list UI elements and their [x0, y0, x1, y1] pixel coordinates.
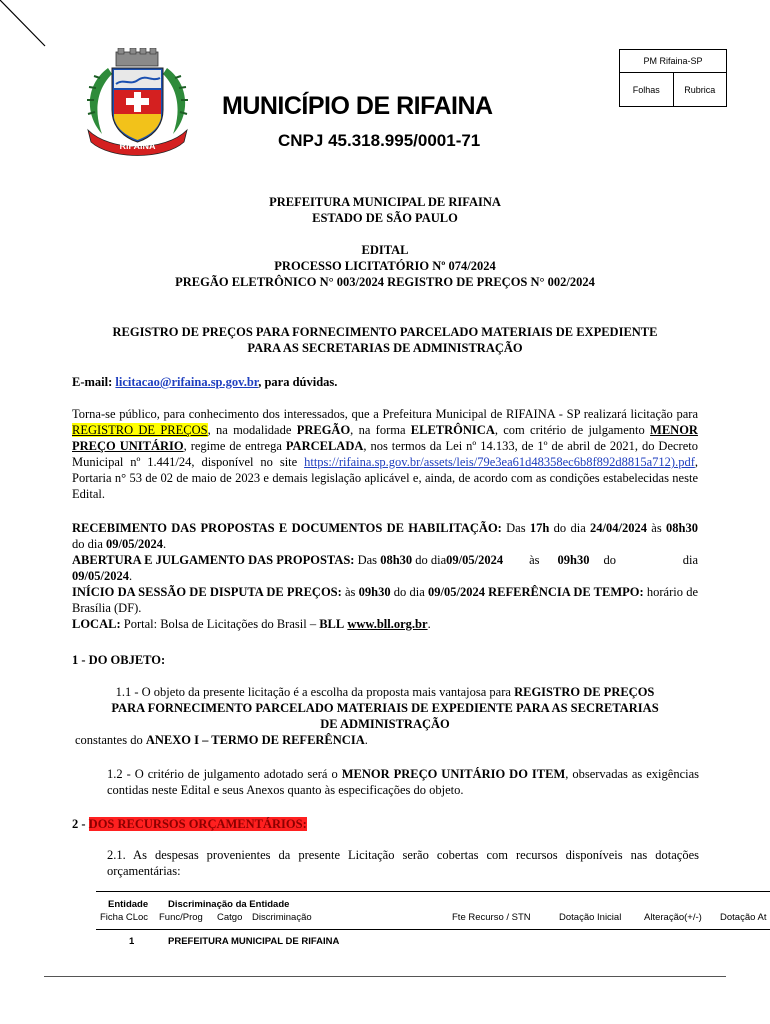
section2-title-highlight: DOS RECURSOS ORÇAMENTÁRIOS: [88, 817, 307, 831]
corner-fold-line [0, 0, 60, 60]
intro-criterio: MENOR PREÇO UNITÁRIO [72, 423, 698, 453]
schedule-inicio [72, 584, 698, 616]
table-cell: PREFEITURA MUNICIPAL DE RIFAINA [168, 936, 340, 947]
table-top-rule [96, 891, 770, 892]
protocol-stamp-box [619, 49, 727, 107]
schedule-recebimento [72, 520, 698, 552]
intro-eletronica: ELETRÔNICA [410, 423, 495, 437]
schedule-text: RECEBIMENTO DAS PROPOSTAS E DOCUMENTOS DE HABILITAÇÃO: [72, 521, 502, 535]
section1-item1-end [75, 732, 701, 748]
stamp-rubrica-cell: Rubrica [673, 73, 727, 106]
schedule-local [72, 616, 698, 632]
schedule-text: do dia [72, 537, 107, 551]
table-header: Dotação At [720, 912, 767, 923]
intro-text: , nos termos da Lei nº 14.133, de 1º de abril de 2021, do Decreto Municipal nº 1.441/24, disponível no site [72, 439, 698, 469]
email-line [72, 374, 698, 390]
schedule-text: Das [501, 521, 530, 535]
cnpj-line: CNPJ 45.318.995/0001-71 [278, 131, 481, 150]
table-header: Func/Prog [159, 912, 203, 923]
section2-item1: 2.1. As despesas provenientes da presente Licitação serão cobertas com recursos disponíveis nas dotações orçamentárias: [107, 848, 699, 878]
section2-number: 2 - [72, 817, 89, 831]
table-header-rule [96, 929, 770, 930]
schedule-text: 09/05/2024 [106, 537, 163, 551]
table-header: Discriminação [252, 912, 312, 923]
section1-text: PARA FORNECIMENTO PARCELADO MATERIAIS DE EXPEDIENTE PARA AS SECRETARIAS [111, 701, 659, 715]
intro-paragraph [72, 406, 698, 502]
section1-text: . [364, 733, 368, 747]
table-header: Dotação Inicial [559, 912, 622, 923]
schedule-text: às [529, 553, 540, 567]
section1-text: , observadas as exigências contidas neste Edital e seus Anexos quanto às especificações do objeto. [107, 767, 700, 797]
intro-text: , com critério de julgamento [494, 423, 651, 437]
intro-registro-highlight: REGISTRO DE PREÇOS [72, 423, 208, 437]
table-header: Entidade [108, 899, 149, 910]
schedule-text: Portal: Bolsa de Licitações do Brasil – [120, 617, 320, 631]
edital-line2: PROCESSO LICITATÓRIO Nº 074/2024 [274, 259, 496, 273]
schedule-text: ABERTURA E JULGAMENTO DAS PROPOSTAS: [72, 553, 355, 567]
schedule-text: dia [682, 553, 698, 567]
schedule-text: BLL [319, 617, 345, 631]
email-label: E-mail: [72, 375, 113, 389]
schedule-text: . [128, 569, 133, 583]
municipality-title: MUNICÍPIO DE RIFAINA [222, 92, 493, 120]
intro-text: , na modalidade [207, 423, 297, 437]
edital-line3: PREGÃO ELETRÔNICO N° 003/2024 REGISTRO DE PREÇOS N° 002/2024 [175, 275, 595, 289]
table-header: Alteração(+/-) [644, 912, 702, 923]
stamp-title: PM Rifaina-SP [620, 50, 726, 73]
prefeitura-line1: PREFEITURA MUNICIPAL DE RIFAINA [269, 195, 501, 209]
section1-text: constantes do [75, 733, 146, 747]
schedule-text: . [427, 617, 431, 631]
schedule-text: 08h30 [380, 553, 413, 567]
schedule-text: às [647, 521, 667, 535]
section1-text: 1.1 - O objeto da presente licitação é a escolha da proposta mais vantajosa para [115, 685, 515, 699]
section1-item2 [107, 766, 699, 798]
schedule-text: 24/04/2024 [590, 521, 647, 535]
email-suffix: , para dúvidas. [258, 375, 338, 389]
page-bottom-rule [44, 976, 726, 977]
object-title-line1: REGISTRO DE PREÇOS PARA FORNECIMENTO PARCELADO MATERIAIS DE EXPEDIENTE [112, 325, 658, 339]
schedule-text: 09/05/2024 [446, 553, 504, 567]
section1-text: DE ADMINISTRAÇÃO [320, 717, 450, 731]
schedule-text: INÍCIO DA SESSÃO DE DISPUTA DE PREÇOS: [72, 585, 342, 599]
schedule-text: do dia [549, 521, 591, 535]
prefeitura-line2: ESTADO DE SÃO PAULO [312, 211, 458, 225]
table-header: Discriminação da Entidade [168, 899, 290, 910]
stamp-folhas-cell: Folhas [632, 84, 660, 95]
section1-text: REGISTRO DE PREÇOS [514, 685, 655, 699]
crest-banner-text: RIFAINA [119, 141, 156, 151]
schedule-text: às [341, 585, 359, 599]
intro-pregao: PREGÃO [296, 423, 351, 437]
section2-heading [72, 816, 698, 832]
table-header: Ficha CLoc [100, 912, 149, 923]
schedule-text: 09h30 [557, 553, 590, 567]
intro-law-link[interactable]: https://rifaina.sp.gov.br/assets/leis/79e3ea61d48358ec6b8f892d8815a712).pdf [304, 455, 695, 469]
schedule-abertura [72, 552, 698, 584]
schedule-text: 09h30 [358, 585, 391, 599]
municipal-crest-logo [80, 48, 195, 156]
table-header: Catgo [217, 912, 243, 923]
bll-website-link[interactable]: www.bll.org.br [347, 617, 428, 631]
intro-parcelada: PARCELADA [285, 439, 364, 453]
edital-line1: EDITAL [361, 243, 409, 257]
schedule-text: do dia [412, 553, 447, 567]
schedule-text: LOCAL: [72, 617, 121, 631]
intro-text: , regime de entrega [183, 439, 286, 453]
schedule-text: 09/05/2024 [72, 569, 129, 583]
intro-text: , na forma [350, 423, 411, 437]
schedule-text: 17h [529, 521, 550, 535]
schedule-block [72, 520, 698, 632]
email-link[interactable]: licitacao@rifaina.sp.gov.br [115, 375, 259, 389]
schedule-text: do dia [390, 585, 428, 599]
section1-item1 [72, 684, 698, 732]
schedule-text: . [162, 537, 167, 551]
schedule-text: do [603, 553, 616, 567]
prefeitura-block [60, 194, 710, 226]
section1-text: 1.2 - O critério de julgamento adotado será o [107, 767, 342, 781]
section1-text: MENOR PREÇO UNITÁRIO DO ITEM [341, 767, 566, 781]
object-title-line2: PARA AS SECRETARIAS DE ADMINISTRAÇÃO [247, 341, 523, 355]
table-cell: 1 [129, 936, 135, 947]
schedule-text: 08h30 [666, 521, 698, 535]
section1-heading: 1 - DO OBJETO: [72, 653, 166, 667]
intro-text: , Portaria n° 53 de 02 de maio de 2023 e demais legislação aplicável e, ainda, de acordo com as condições estabelecidas neste Edital. [72, 455, 698, 501]
intro-text: Torna-se público, para conhecimento dos interessados, que a Prefeitura Municipal de RIFAINA - SP realizará licitação para [72, 407, 698, 421]
section1-text: ANEXO I – TERMO DE REFERÊNCIA [145, 733, 365, 747]
schedule-text: horário de Brasília (DF). [72, 585, 698, 615]
schedule-text: Das [354, 553, 381, 567]
schedule-text: 09/05/2024 REFERÊNCIA DE TEMPO: [428, 585, 644, 599]
edital-block [60, 242, 710, 290]
object-title-block [60, 324, 710, 356]
table-header: Fte Recurso / STN [452, 912, 531, 923]
